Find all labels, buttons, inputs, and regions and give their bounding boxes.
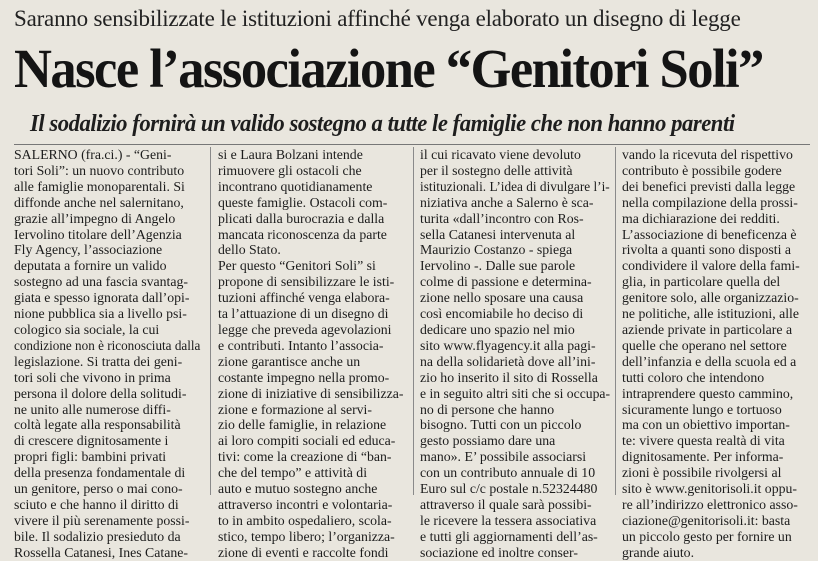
article-line: colme di passione e determina- [420, 274, 592, 290]
article-line: zio delle famiglie, in relazione [218, 417, 387, 433]
article-line: dell’infanzia e della scuola ed a [622, 353, 797, 369]
article-line: sella Catanesi intervenuta al [420, 226, 576, 242]
article-line: turita «dall’incontro con Ros- [420, 210, 584, 226]
article-line: tori Soli”: un nuovo contributo [14, 162, 185, 178]
article-line: si e Laura Bolzani intende [218, 147, 363, 162]
article-line: auto e mutuo sostegno anche [218, 481, 378, 497]
article-line: contributo è possibile godere [622, 162, 782, 178]
article-line: sicuramente lungo e tortuoso [622, 401, 782, 417]
article-line: propri figli: bambini privati [14, 449, 167, 465]
article-line: glia, in particolare quella del [622, 274, 781, 290]
article-line: dello Stato. [218, 242, 281, 258]
article-line: un genitore, perso o mai cono- [14, 481, 183, 497]
article-line: attraverso il quale sarà possibi- [420, 496, 592, 512]
article-line: gesto possiamo dare una [420, 433, 556, 449]
article-line: Per questo “Genitori Soli” si [218, 258, 376, 274]
article-line: tuzioni affinché venga elabora- [218, 290, 390, 306]
article-line: zione di eventi e raccolte fondi [218, 544, 389, 560]
article-line: tori soli che vivono in prima [14, 369, 171, 385]
article-line: re all’indirizzo elettronico asso- [622, 496, 798, 512]
column-divider [615, 147, 616, 495]
article-line: un piccolo gesto per fornire un [622, 528, 792, 544]
article-line: di crescere dignitosamente i [14, 433, 169, 449]
article-line: legislazione. Si tratta dei geni- [14, 353, 183, 369]
article-line: della presenza fondamentale di [14, 465, 186, 481]
article-column-3 [420, 147, 611, 560]
article-line: ciazione@genitorisoli.it: basta [622, 512, 791, 528]
article-line: sostegno ad una fascia svantag- [14, 274, 188, 290]
article-column-4 [622, 147, 810, 560]
article-line: persona il dolore della solitudi- [14, 385, 187, 401]
article-line: stico, tempo libero; l’organizza- [218, 528, 395, 544]
article-line: Fly Agency, l’associazione [14, 242, 163, 258]
article-line: vivere il più serenamente possi- [14, 512, 190, 528]
article-line: tutti coloro che intendono [622, 369, 765, 385]
article-line: il cui ricavato viene devoluto [420, 147, 581, 162]
article-line: ne unito alle numerose diffi- [14, 401, 171, 417]
article-line: ai loro compiti sociali ed educa- [218, 433, 396, 449]
article-line: zione nello sposare una causa [420, 290, 584, 306]
article-line: alle famiglie monoparentali. Si [14, 178, 185, 194]
article-line: nione pubblica sia a livello psi- [14, 306, 187, 322]
article-line: cologico sia sociale, la cui [14, 321, 160, 337]
article-line: to in ambito ospedaliero, scola- [218, 512, 392, 528]
article-line: diffonde anche nel salernitano, [14, 194, 184, 210]
article-line: zione di iniziative di sensibilizza- [218, 385, 404, 401]
article-line: vando la ricevuta del rispettivo [622, 147, 793, 162]
article-line: no di persone che hanno [420, 401, 555, 417]
article-line: sciuto e che hanno il diritto di [14, 496, 179, 512]
article-line: rimuovere gli ostacoli che [218, 162, 362, 178]
article-line: SALERNO (fra.ci.) - “Geni- [14, 147, 172, 162]
article-line: zione e formazione al servi- [218, 401, 372, 417]
header-rule [14, 144, 810, 145]
article-line: zione garantisce anche un [218, 353, 361, 369]
article-line: legge che preveda agevolazioni [218, 321, 392, 337]
article-line: bile. Il sodalizio presieduto da [14, 528, 181, 544]
article-line: nella compilazione della prossi- [622, 194, 798, 210]
article-line: L’associazione di beneficenza è [622, 226, 797, 242]
article-line: intraprendere questo cammino, [622, 385, 794, 401]
article-line: zio ho inserito il sito di Rossella [420, 369, 598, 385]
article-line: mancata riconoscenza da parte [218, 226, 387, 242]
article-line: grazie all’impegno di Angelo [14, 210, 176, 226]
article-line: sito www.flyagency.it alla pagi- [420, 337, 596, 353]
article-line: istituzionali. L’idea di divulgare l’i- [420, 178, 610, 194]
article-line: condividere il valore della fami- [622, 258, 800, 274]
article-line: sito è www.genitorisoli.it oppu- [622, 481, 798, 497]
article-line: grande aiuto. [622, 544, 695, 560]
article-line: e in seguito altri siti che si occupa- [420, 385, 611, 401]
subheadline: Il sodalizio fornirà un valido sostegno a tutte le famiglie che non hanno parenti [30, 111, 735, 137]
article-line: plicati dalla burocrazia e dalla [218, 210, 385, 226]
kicker: Saranno sensibilizzate le istituzioni affinché venga elaborato un disegno di legge [14, 6, 741, 31]
column-divider [413, 147, 414, 495]
article-line: attraverso incontri e volontaria- [218, 496, 393, 512]
article-line: sociazione ed inoltre conser- [420, 544, 578, 560]
article-line: ne politiche, alle istituzioni, alle [622, 306, 800, 322]
article-line: te: vivere questa realtà di vita [622, 433, 785, 449]
article-line: dei benefici previsti dalla legge [622, 178, 796, 194]
article-line: bisogno. Tutti con un piccolo [420, 417, 582, 433]
article-line: rivolta a quanti sono disposti a [622, 242, 791, 258]
article-line: aziende private in particolare a [622, 321, 793, 337]
article-line: ma dichiarazione dei redditi. [622, 210, 780, 226]
article-line: Iervolino -. Dalle sue parole [420, 258, 576, 274]
article-line: costante impegno nella promo- [218, 369, 390, 385]
headline: Nasce l’associazione “Genitori Soli” [14, 38, 763, 99]
article-column-2 [218, 147, 406, 560]
article-line: ma con un obiettivo importan- [622, 417, 790, 433]
article-line: e tutti gli aggiornamenti dell’as- [420, 528, 598, 544]
article-line: Maurizio Costanzo - spiega [420, 242, 573, 258]
article-line: Iervolino titolare dell’Agenzia [14, 226, 182, 242]
article-line: dignitosamente. Per informa- [622, 449, 784, 465]
article-line: con un contributo annuale di 10 [420, 465, 596, 481]
article-line: genitore solo, alle organizzazio- [622, 290, 799, 306]
article-line: dedicare uno spazio nel mio [420, 321, 575, 337]
article-line: niziativa anche a Salerno è sca- [420, 194, 594, 210]
article-line: queste famiglie. Ostacoli com- [218, 194, 388, 210]
article-line: Rossella Catanesi, Ines Catane- [14, 544, 188, 560]
article-line: e contributi. Intanto l’associa- [218, 337, 384, 353]
article-line: che del tempo” e attività di [218, 465, 368, 481]
column-divider [210, 147, 211, 495]
article-line: tivi: come la creazione di “ban- [218, 449, 392, 465]
article-line: ta l’attuazione di un disegno di [218, 306, 389, 322]
article-line: le ricevere la tessera associativa [420, 512, 597, 528]
article-line: condizione non è riconosciuta dalla [14, 337, 201, 353]
article-line: giata e spesso ignorata dall’opi- [14, 290, 190, 306]
article-line: incontrano quotidianamente [218, 178, 373, 194]
article-line: na della solidarietà dove all’ini- [420, 353, 596, 369]
article-line: deputata a fornire un valido [14, 258, 167, 274]
article-line: quelle che operano nel settore [622, 337, 787, 353]
article-line: zioni è possibile rivolgersi al [622, 465, 782, 481]
article-line: propone di sensibilizzare le isti- [218, 274, 395, 290]
article-column-1 [14, 147, 201, 560]
article-line: coltà legate alla responsabilità [14, 417, 181, 433]
article-line: mano». E’ possibile associarsi [420, 449, 587, 465]
article-line: così encomiabile ho deciso di [420, 306, 584, 322]
article-line: per il sostegno delle attività [420, 162, 573, 178]
article-line: Euro sul c/c postale n.52324480 [420, 481, 598, 497]
